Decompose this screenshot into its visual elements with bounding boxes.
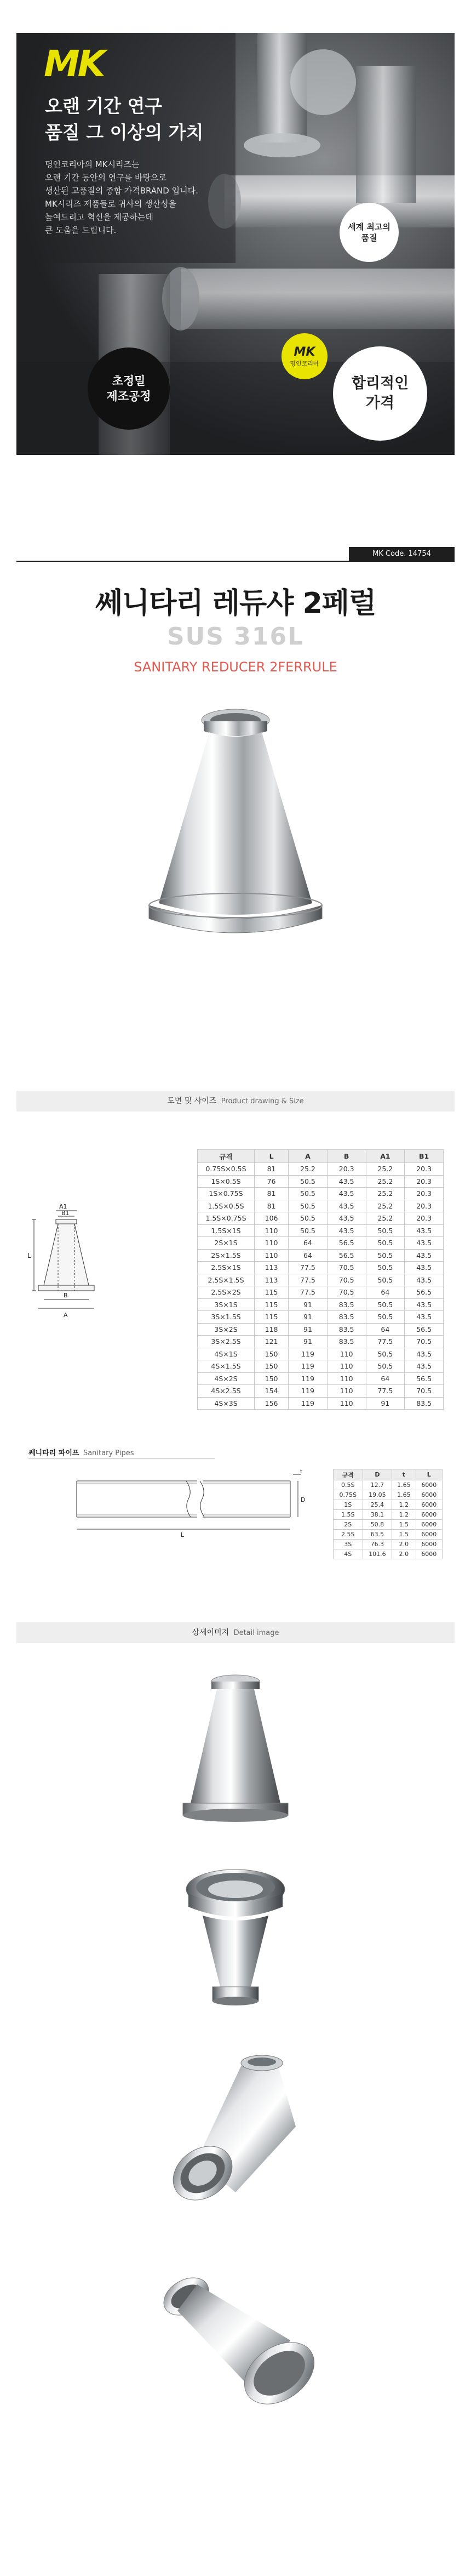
table-row [198,1336,444,1348]
table-cell: 91 [366,1397,405,1410]
product-title-english: SANITARY REDUCER 2FERRULE [134,659,337,675]
dim-label-a1: A1 [59,1203,67,1210]
table-row [198,1224,444,1237]
table-header-cell: B [327,1150,366,1163]
table-cell: 156 [255,1397,289,1410]
table-cell: 1.5S×0.75S [198,1212,255,1225]
product-main-image [137,702,334,954]
table-cell: 64 [289,1237,328,1250]
table-cell: 83.5 [327,1336,366,1348]
table-cell: 0.75S×0.5S [198,1163,255,1176]
table-row [334,1549,443,1559]
section-title-english: Detail image [233,1629,279,1637]
table-cell: 64 [366,1323,405,1336]
table-row [198,1311,444,1324]
table-cell: 4S×2S [198,1372,255,1385]
table-cell: 115 [255,1311,289,1324]
table-cell: 56.5 [405,1286,444,1299]
hero-banner [16,33,455,455]
dim-label-a: A [64,1312,68,1319]
table-cell: 119 [289,1372,328,1385]
table-cell: 101.6 [363,1549,392,1559]
table-cell: 56.5 [405,1323,444,1336]
table-cell: 43.5 [405,1237,444,1250]
table-cell: 110 [255,1237,289,1250]
table-cell: 150 [255,1372,289,1385]
table-cell: 115 [255,1286,289,1299]
table-header-cell: A [289,1150,328,1163]
table-row [334,1540,443,1549]
hero-description [45,158,198,237]
badge-price-line: 가격 [365,395,395,412]
hero-tagline-line: 품질 그 이상의 가치 [45,122,204,143]
table-cell: 70.5 [327,1262,366,1274]
table-cell: 2.0 [392,1549,416,1559]
table-cell: 1.65 [392,1480,416,1490]
product-material: SUS 316L [166,623,305,651]
table-cell: 4S×1.5S [198,1360,255,1373]
table-cell: 43.5 [405,1249,444,1262]
product-code-badge: MK Code. 14754 [349,547,455,561]
table-cell: 20.3 [405,1163,444,1176]
table-cell: 81 [255,1188,289,1200]
table-row [334,1500,443,1510]
table-row [334,1520,443,1530]
table-cell: 76 [255,1175,289,1188]
table-cell: 110 [327,1360,366,1373]
table-cell: 43.5 [405,1360,444,1373]
badge-mk [282,333,328,379]
table-cell: 2.5S [334,1530,363,1540]
table-cell: 38.1 [363,1510,392,1520]
table-cell: 83.5 [327,1298,366,1311]
table-cell: 150 [255,1348,289,1360]
table-cell: 43.5 [327,1175,366,1188]
table-cell: 70.5 [327,1274,366,1286]
table-cell: 110 [327,1397,366,1410]
table-cell: 25.2 [366,1163,405,1176]
table-row [198,1200,444,1212]
table-cell: 113 [255,1262,289,1274]
table-cell: 1.65 [392,1490,416,1500]
table-cell: 4S×1S [198,1348,255,1360]
table-cell: 64 [289,1249,328,1262]
table-cell: 1.5S×1S [198,1224,255,1237]
table-cell: 50.5 [366,1298,405,1311]
table-row [198,1212,444,1225]
table-cell: 20.3 [405,1175,444,1188]
section-header-detail [16,1622,455,1643]
table-header-cell: D [363,1469,392,1480]
table-cell: 110 [255,1249,289,1262]
table-cell: 154 [255,1385,289,1398]
table-cell: 6000 [416,1530,442,1540]
table-cell: 20.3 [405,1200,444,1212]
table-cell: 50.5 [289,1212,328,1225]
table-header-cell: L [255,1150,289,1163]
table-cell: 113 [255,1274,289,1286]
table-cell: 50.5 [289,1200,328,1212]
table-cell: 25.4 [363,1500,392,1510]
table-cell: 81 [255,1163,289,1176]
table-row [198,1274,444,1286]
table-cell: 77.5 [289,1286,328,1299]
table-cell: 19.05 [363,1490,392,1500]
table-cell: 3S×1S [198,1298,255,1311]
table-cell: 1.5 [392,1530,416,1540]
table-cell: 91 [289,1298,328,1311]
badge-quality [340,203,399,262]
table-header-cell: L [416,1469,442,1480]
table-cell: 110 [327,1372,366,1385]
table-cell: 3S×2.5S [198,1336,255,1348]
badge-quality-line: 품질 [361,233,377,243]
table-cell: 43.5 [405,1274,444,1286]
table-cell: 1.2 [392,1510,416,1520]
table-cell: 83.5 [327,1323,366,1336]
table-cell: 77.5 [289,1262,328,1274]
dim-label-l: L [181,1531,185,1538]
table-cell: 70.5 [405,1336,444,1348]
table-cell: 43.5 [327,1224,366,1237]
table-cell: 50.5 [366,1237,405,1250]
hero-description-line: MK시리즈 제품들로 귀사의 생산성을 [45,199,176,209]
table-cell: 3S×2S [198,1323,255,1336]
table-cell: 81 [255,1200,289,1212]
product-title: 쎄니타리 레듀샤 2페럴 [95,587,376,620]
table-cell: 50.5 [366,1224,405,1237]
table-cell: 25.2 [366,1188,405,1200]
table-cell: 1.5S [334,1510,363,1520]
table-row [334,1490,443,1500]
table-cell: 50.5 [366,1262,405,1274]
table-cell: 6000 [416,1520,442,1530]
table-cell: 43.5 [327,1212,366,1225]
table-cell: 0.5S [334,1480,363,1490]
table-row [198,1372,444,1385]
table-cell: 12.7 [363,1480,392,1490]
table-header-cell: B1 [405,1150,444,1163]
divider [16,561,455,562]
table-cell: 4S [334,1549,363,1559]
reducer-dimension-drawing [27,1203,110,1324]
table-row [198,1262,444,1274]
table-cell: 25.2 [366,1212,405,1225]
badge-price-line: 합리적인 [351,375,409,392]
hero-description-line: 오랜 기간 동안의 연구를 바탕으로 [45,173,166,183]
table-cell: 43.5 [327,1188,366,1200]
table-header-cell: A1 [366,1150,405,1163]
table-cell: 83.5 [405,1397,444,1410]
table-cell: 1.5S×0.5S [198,1200,255,1212]
dim-label-t: t [300,1469,303,1475]
pipe-spec-table [333,1469,443,1559]
table-cell: 43.5 [405,1224,444,1237]
table-cell: 3S [334,1540,363,1549]
section-title: 상세이미지 [192,1628,229,1637]
table-row [198,1237,444,1250]
table-cell: 115 [255,1298,289,1311]
badge-quality-line: 세계 최고의 [348,222,390,232]
table-cell: 6000 [416,1549,442,1559]
dim-label-l: L [27,1252,31,1259]
table-cell: 1S×0.5S [198,1175,255,1188]
table-cell: 1.2 [392,1500,416,1510]
table-cell: 4S×2.5S [198,1385,255,1398]
section-title: 도면 및 사이즈 [167,1097,217,1105]
table-cell: 1S×0.75S [198,1188,255,1200]
table-cell: 2S×1.5S [198,1249,255,1262]
table-cell: 20.3 [405,1188,444,1200]
table-cell: 2S×1S [198,1237,255,1250]
table-cell: 50.5 [366,1274,405,1286]
table-cell: 43.5 [405,1298,444,1311]
brand-logo: MK [44,43,104,85]
table-cell: 110 [327,1348,366,1360]
badge-price [333,346,427,441]
section-header-drawing [16,1091,455,1112]
table-cell: 2.5S×1S [198,1262,255,1274]
table-header-cell: 규격 [198,1150,255,1163]
table-header-row [334,1469,443,1480]
table-cell: 25.2 [366,1200,405,1212]
table-cell: 6000 [416,1540,442,1549]
table-cell: 2.5S×1.5S [198,1274,255,1286]
table-cell: 20.3 [327,1163,366,1176]
table-header-cell: t [392,1469,416,1480]
table-cell: 43.5 [405,1311,444,1324]
table-cell: 50.8 [363,1520,392,1530]
table-cell: 56.5 [405,1372,444,1385]
table-row [198,1348,444,1360]
table-row [198,1188,444,1200]
table-row [198,1298,444,1311]
table-cell: 6000 [416,1500,442,1510]
table-cell: 110 [327,1385,366,1398]
pipe-dimension-drawing [71,1469,307,1540]
table-row [198,1175,444,1188]
table-cell: 77.5 [366,1385,405,1398]
table-row [198,1249,444,1262]
table-cell: 43.5 [405,1262,444,1274]
table-row [198,1286,444,1299]
table-cell: 3S×1.5S [198,1311,255,1324]
table-cell: 20.3 [405,1212,444,1225]
table-cell: 70.5 [405,1385,444,1398]
table-cell: 4S×3S [198,1397,255,1410]
table-cell: 77.5 [289,1274,328,1286]
table-row [198,1397,444,1410]
table-cell: 118 [255,1323,289,1336]
hero-description-line: 큰 도움을 드립니다. [45,225,117,235]
table-cell: 50.5 [289,1188,328,1200]
table-cell: 70.5 [327,1286,366,1299]
table-row [198,1163,444,1176]
table-cell: 6000 [416,1490,442,1500]
table-cell: 150 [255,1360,289,1373]
table-cell: 64 [366,1286,405,1299]
table-cell: 119 [289,1348,328,1360]
hero-tagline [45,93,204,146]
table-row [198,1323,444,1336]
badge-precision-line: 제조공정 [106,390,151,403]
table-cell: 2S [334,1520,363,1530]
size-spec-table [197,1149,444,1410]
table-cell: 77.5 [366,1336,405,1348]
table-row [198,1360,444,1373]
detail-image-top-view [181,1861,290,2020]
table-row [334,1530,443,1540]
table-cell: 1.5 [392,1520,416,1530]
table-cell: 63.5 [363,1530,392,1540]
table-cell: 6000 [416,1480,442,1490]
table-cell: 83.5 [327,1311,366,1324]
table-cell: 64 [366,1372,405,1385]
pipe-title: 쎄니타리 파이프 [28,1449,79,1457]
table-cell: 110 [255,1224,289,1237]
table-cell: 25.2 [289,1163,328,1176]
table-cell: 119 [289,1360,328,1373]
table-cell: 6000 [416,1510,442,1520]
table-cell: 50.5 [366,1360,405,1373]
table-header-cell: 규격 [334,1469,363,1480]
detail-image-angled-large-end [159,2044,312,2209]
table-cell: 2.0 [392,1540,416,1549]
detail-image-side-view [175,1672,296,1836]
table-cell: 91 [289,1323,328,1336]
badge-mk-sub: 명인코리아 [290,360,319,367]
dim-label-d: D [301,1496,306,1503]
table-row [334,1510,443,1520]
table-cell: 91 [289,1311,328,1324]
table-cell: 1S [334,1500,363,1510]
badge-mk-logo: MK [294,345,315,359]
table-row [198,1385,444,1398]
hero-tagline-line: 오랜 기간 연구 [45,95,163,117]
dim-label-b: B [64,1292,68,1299]
pipe-title-english: Sanitary Pipes [83,1449,134,1457]
table-cell: 56.5 [327,1237,366,1250]
table-cell: 106 [255,1212,289,1225]
badge-precision-line: 초정밀 [112,374,146,387]
section-title-english: Product drawing & Size [221,1097,304,1105]
table-cell: 43.5 [327,1200,366,1212]
badge-precision [88,347,170,430]
table-row [334,1480,443,1490]
table-cell: 50.5 [366,1249,405,1262]
table-cell: 50.5 [366,1311,405,1324]
table-cell: 43.5 [405,1348,444,1360]
table-header-row [198,1150,444,1163]
hero-description-line: 높여드리고 혁신을 제공하는데 [45,212,153,222]
table-cell: 2.5S×2S [198,1286,255,1299]
table-cell: 0.75S [334,1490,363,1500]
pipe-section-title [28,1447,134,1457]
table-cell: 50.5 [289,1224,328,1237]
table-cell: 76.3 [363,1540,392,1549]
hero-description-line: 생산된 고품질의 종합 가격BRAND 입니다. [45,186,198,196]
dim-label-b1: B1 [61,1210,70,1217]
table-cell: 91 [289,1336,328,1348]
table-cell: 121 [255,1336,289,1348]
table-cell: 56.5 [327,1249,366,1262]
table-cell: 119 [289,1385,328,1398]
table-cell: 119 [289,1397,328,1410]
detail-image-angled-small-end [148,2258,323,2412]
table-cell: 25.2 [366,1175,405,1188]
hero-description-line: 명인코리아의 MK시리즈는 [45,159,140,169]
table-cell: 50.5 [366,1348,405,1360]
table-cell: 50.5 [289,1175,328,1188]
